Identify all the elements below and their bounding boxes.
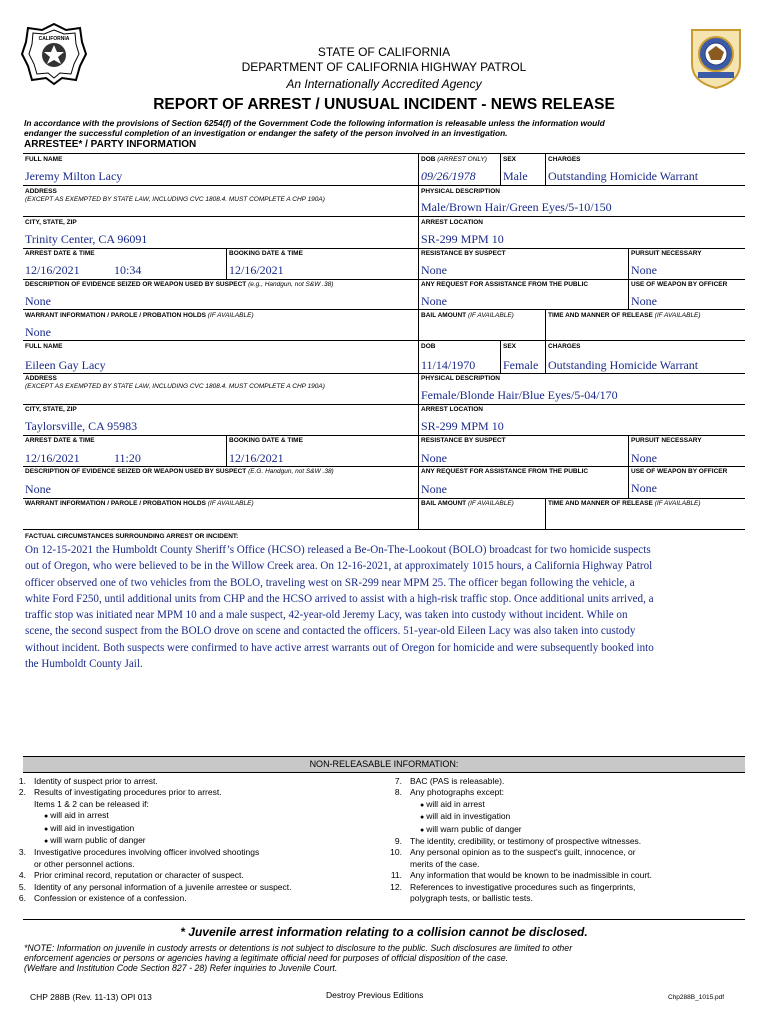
svg-text:CALIFORNIA: CALIFORNIA: [38, 36, 70, 42]
bullet-icon: ●: [44, 825, 51, 833]
p1-assistance: None: [421, 294, 447, 308]
item-text: merits of the case.: [410, 858, 480, 869]
item-number: 9.: [394, 836, 402, 847]
p2-full-name-label: FULL NAME: [25, 343, 63, 350]
state-line: STATE OF CALIFORNIA: [317, 45, 451, 59]
non-releasable-item: [376, 847, 756, 858]
juvenile-note-line-2: enforcement agencies or persons or agencies having a legitimate official need for purposes of official disposition of the case.: [24, 953, 509, 963]
p1-charges: Outstanding Homicide Warrant: [548, 169, 699, 183]
item-text: Results of investigating procedures prior to arrest.: [34, 787, 222, 798]
p2-resistance-label: RESISTANCE BY SUSPECT: [421, 437, 506, 444]
p1-full-name-label: FULL NAME: [25, 156, 63, 163]
p1-weapon-officer: None: [631, 294, 657, 308]
p2-evidence: None: [25, 482, 51, 496]
item-text: Items 1 & 2 can be released if:: [34, 798, 149, 809]
narrative-line: white Ford F250, until additional units from CHP and the HCSO arrived to assist with a high-risk traffic stop. Once additional units arrived, a: [25, 592, 654, 605]
p2-sex: Female: [503, 358, 539, 372]
p2-pursuit-label: PURSUIT NECESSARY: [631, 437, 702, 444]
p2-resistance: None: [421, 451, 447, 465]
p2-address-label: ADDRESS: [25, 375, 57, 382]
p1-city-label: CITY, STATE, ZIP: [25, 219, 77, 226]
p1-sex-label: SEX: [503, 156, 517, 163]
legal-notice-line-2: endanger the successful completion of an investigation or endanger the safety of the person involved in an investigation.: [24, 128, 508, 138]
item-text: will warn public of danger: [50, 835, 146, 846]
p1-assistance-label: ANY REQUEST FOR ASSISTANCE FROM THE PUBLIC: [421, 281, 589, 288]
item-text: Identity of any personal information of a juvenile arrestee or suspect.: [34, 881, 292, 892]
narrative-line: scene, the second suspect from the BOLO drove on scene and contacted the officers. 51-year-old Eileen Lacy was also taken into custody: [25, 625, 636, 638]
p1-charges-label: CHARGES: [548, 156, 581, 163]
p2-sex-label: SEX: [503, 343, 517, 350]
p1-arrest-dt-label: ARREST DATE & TIME: [25, 250, 95, 257]
p2-charges-label: CHARGES: [548, 343, 581, 350]
bullet-icon: ●: [420, 814, 427, 822]
bullet-icon: ●: [44, 813, 51, 821]
p2-physical-description: Female/Blonde Hair/Blue Eyes/5-04/170: [421, 388, 618, 402]
non-releasable-item: [0, 799, 400, 810]
item-number: 11.: [390, 870, 402, 881]
non-releasable-item: [376, 787, 756, 798]
p1-physical-label: PHYSICAL DESCRIPTION: [421, 188, 500, 195]
p1-full-name: Jeremy Milton Lacy: [25, 169, 123, 183]
p1-dob: 09/26/1978: [421, 169, 476, 183]
p2-city-state-zip: Taylorsville, CA 95983: [25, 419, 138, 433]
item-text: Any photographs except:: [410, 787, 505, 798]
p1-dob-label: DOB (ARREST ONLY): [421, 156, 487, 163]
bullet-icon: ●: [420, 826, 427, 834]
item-text: The identity, credibility, or testimony of prospective witnesses.: [410, 836, 642, 847]
non-releasable-item: [0, 787, 400, 798]
p1-resistance-label: RESISTANCE BY SUSPECT: [421, 250, 506, 257]
report-title: REPORT OF ARREST / UNUSUAL INCIDENT - NEWS RELEASE: [153, 96, 615, 113]
p1-city-state-zip: Trinity Center, CA 96091: [25, 232, 148, 246]
p1-warrant-label: WARRANT INFORMATION / PAROLE / PROBATION HOLDS (IF AVAILABLE): [25, 312, 254, 319]
non-releasable-item: [376, 870, 756, 881]
p2-release-label: TIME AND MANNER OF RELEASE (IF AVAILABLE): [548, 500, 701, 507]
p2-address-note: (EXCEPT AS EXEMPTED BY STATE LAW, INCLUDING CVC 1808.4. MUST COMPLETE A CHP 190A): [25, 383, 325, 390]
non-releasable-item: [376, 824, 756, 836]
item-text: BAC (PAS is releasable).: [410, 776, 505, 786]
p2-full-name: Eileen Gay Lacy: [25, 358, 106, 372]
p2-assistance-label: ANY REQUEST FOR ASSISTANCE FROM THE PUBLIC: [421, 468, 589, 475]
section-title: ARRESTEE* / PARTY INFORMATION: [24, 139, 197, 150]
p2-arrest-date: 12/16/2021: [25, 451, 80, 465]
item-text: polygraph tests, or ballistic tests.: [410, 893, 533, 904]
item-text: Confession or existence of a confession.: [34, 893, 187, 904]
p2-assistance: None: [421, 482, 447, 496]
item-number: 4.: [18, 870, 26, 881]
item-number: 7.: [394, 776, 402, 786]
department-line: DEPARTMENT OF CALIFORNIA HIGHWAY PATROL: [241, 60, 527, 74]
file-name: Chp288B_1015.pdf: [668, 994, 725, 1001]
p1-weapon-officer-label: USE OF WEAPON BY OFFICER: [631, 281, 728, 288]
p1-sex: Male: [503, 169, 528, 183]
p2-charges: Outstanding Homicide Warrant: [548, 358, 699, 372]
narrative-line: without incident. Both suspects were confirmed to have active arrest warrants out of Oregon for homicide and were subsequently booked into: [25, 641, 654, 654]
non-releasable-item: [0, 835, 400, 847]
non-releasable-item: [0, 882, 400, 893]
narrative-line: officer observed one of two vehicles from the BOLO, traveling west on SR-299 near MPM 25. The officer began following the vehicle, a: [25, 576, 635, 589]
non-releasable-item: [0, 847, 400, 858]
non-releasable-left-list: [0, 776, 400, 904]
p2-bail-label: BAIL AMOUNT (IF AVAILABLE): [421, 500, 514, 507]
p2-pursuit: None: [631, 451, 657, 465]
p2-warrant-label: WARRANT INFORMATION / PAROLE / PROBATION HOLDS (IF AVAILABLE): [25, 500, 254, 507]
p1-arrest-date: 12/16/2021: [25, 263, 80, 277]
p1-pursuit-label: PURSUIT NECESSARY: [631, 250, 702, 257]
non-releasable-item: [376, 859, 756, 870]
item-number: 12.: [390, 881, 402, 892]
p1-evidence: None: [25, 294, 51, 308]
p1-physical-description: Male/Brown Hair/Green Eyes/5-10/150: [421, 200, 612, 214]
item-text: will aid in investigation: [50, 822, 135, 833]
juvenile-note: [24, 943, 572, 973]
form-number: CHP 288B (Rev. 11-13) OPI 013: [30, 992, 152, 1002]
narrative-line: On 12-15-2021 the Humboldt County Sheriff’s Office (HCSO) released a Be-On-The-Lookout (BOLO) broadcast for two homicide suspects: [25, 544, 651, 556]
p2-dob: 11/14/1970: [421, 358, 476, 372]
item-text: will aid in arrest: [426, 798, 485, 809]
p2-weapon-officer-label: USE OF WEAPON BY OFFICER: [631, 468, 728, 475]
narrative-line: the Humboldt County Jail.: [25, 658, 143, 671]
non-releasable-header: [23, 756, 745, 773]
non-releasable-item: [0, 870, 400, 881]
agency-line: An Internationally Accredited Agency: [286, 77, 482, 91]
item-number: 6.: [18, 893, 26, 904]
factual-circumstances-label: FACTUAL CIRCUMSTANCES SURROUNDING ARREST OR INCIDENT:: [25, 533, 239, 540]
non-releasable-item: [0, 893, 400, 904]
non-releasable-item: [376, 882, 756, 893]
narrative-line: traffic stop was initiated near MPM 10 and a male suspect, 42-year-old Jeremy Lacy, was taken into custody without incident. While on: [25, 609, 628, 622]
juvenile-note-line-3: (Welfare and Institution Code Section 827 - 28) Refer inquiries to Juvenile Court.: [24, 963, 338, 973]
non-releasable-item: [376, 836, 756, 847]
p2-arrest-time: 11:20: [114, 451, 141, 465]
p1-booking-date: 12/16/2021: [229, 263, 284, 277]
juvenile-warning: * Juvenile arrest information relating to a collision cannot be disclosed.: [180, 925, 588, 939]
item-number: 1.: [18, 776, 26, 786]
item-text: or other personnel actions.: [34, 858, 135, 869]
bullet-icon: ●: [420, 801, 427, 809]
factual-narrative: [25, 542, 745, 672]
p2-arrest-location: SR-299 MPM 10: [421, 419, 504, 433]
p2-booking-dt-label: BOOKING DATE & TIME: [229, 437, 303, 444]
p2-evidence-label: DESCRIPTION OF EVIDENCE SEIZED OR WEAPON USED BY SUSPECT (E.G. Handgun, not S&W .38): [25, 468, 334, 475]
p2-arrest-location-label: ARREST LOCATION: [421, 406, 483, 413]
non-releasable-item: [0, 810, 400, 822]
item-text: Identity of suspect prior to arrest.: [34, 776, 158, 786]
p2-booking-date: 12/16/2021: [229, 451, 284, 465]
non-releasable-right-list: [376, 776, 756, 904]
p1-resistance: None: [421, 263, 447, 277]
item-text: Prior criminal record, reputation or character of suspect.: [34, 870, 244, 881]
item-number: 10.: [390, 847, 402, 858]
p1-arrest-time: 10:34: [114, 263, 142, 277]
p2-physical-label: PHYSICAL DESCRIPTION: [421, 375, 500, 382]
non-releasable-item: [376, 776, 756, 787]
p2-weapon-officer: None: [631, 481, 657, 495]
p1-release-label: TIME AND MANNER OF RELEASE (IF AVAILABLE): [548, 312, 701, 319]
item-text: References to investigative procedures such as fingerprints,: [410, 881, 636, 892]
non-releasable-item: [376, 799, 756, 811]
p2-arrest-dt-label: ARREST DATE & TIME: [25, 437, 95, 444]
item-text: will aid in investigation: [426, 811, 511, 822]
non-releasable-item: [376, 893, 756, 904]
p1-arrest-location: SR-299 MPM 10: [421, 232, 504, 246]
p1-pursuit: None: [631, 263, 657, 277]
p1-arrest-location-label: ARREST LOCATION: [421, 219, 483, 226]
item-text: will warn public of danger: [426, 823, 522, 834]
p1-warrant: None: [25, 325, 51, 339]
item-number: 8.: [394, 787, 402, 798]
non-releasable-item: [0, 776, 400, 787]
p2-city-label: CITY, STATE, ZIP: [25, 406, 77, 413]
p2-dob-label: DOB: [421, 343, 436, 350]
item-number: 5.: [18, 881, 26, 892]
non-releasable-item: [0, 823, 400, 835]
p1-booking-dt-label: BOOKING DATE & TIME: [229, 250, 303, 257]
non-releasable-item: [376, 811, 756, 823]
bullet-icon: ●: [44, 838, 51, 846]
item-number: 2.: [18, 787, 26, 798]
legal-notice-line-1: In accordance with the provisions of Section 6254(f) of the Government Code the following information is releasable unless the information would: [24, 118, 605, 128]
destroy-previous-editions: Destroy Previous Editions: [326, 990, 424, 1000]
non-releasable-title: NON-RELEASABLE INFORMATION:: [309, 759, 459, 769]
p1-address-note: (EXCEPT AS EXEMPTED BY STATE LAW, INCLUDING CVC 1808.4. MUST COMPLETE A CHP 190A): [25, 196, 325, 203]
p1-evidence-label: DESCRIPTION OF EVIDENCE SEIZED OR WEAPON USED BY SUSPECT (e.g., Handgun, not S&W .38): [25, 281, 334, 288]
p1-bail-label: BAIL AMOUNT (IF AVAILABLE): [421, 312, 514, 319]
item-text: will aid in arrest: [50, 810, 109, 821]
non-releasable-item: [0, 859, 400, 870]
item-number: 3.: [18, 847, 26, 858]
narrative-line: out of Oregon, who were believed to be in the Willow Creek area. On 12-16-2021, at approximately 1015 hours, a California Highway Patrol: [25, 560, 653, 573]
juvenile-note-line-1: *NOTE: Information on juvenile in custody arrests or detentions is not subject to disclosure to the public. Such disclosures are limited to other: [24, 943, 573, 953]
item-text: Investigative procedures involving officer involved shootings: [34, 847, 260, 858]
item-text: Any personal opinion as to the suspect's guilt, innocence, or: [410, 847, 636, 858]
p1-address-label: ADDRESS: [25, 188, 57, 195]
item-text: Any information that would be known to be inadmissible in court.: [410, 870, 652, 881]
